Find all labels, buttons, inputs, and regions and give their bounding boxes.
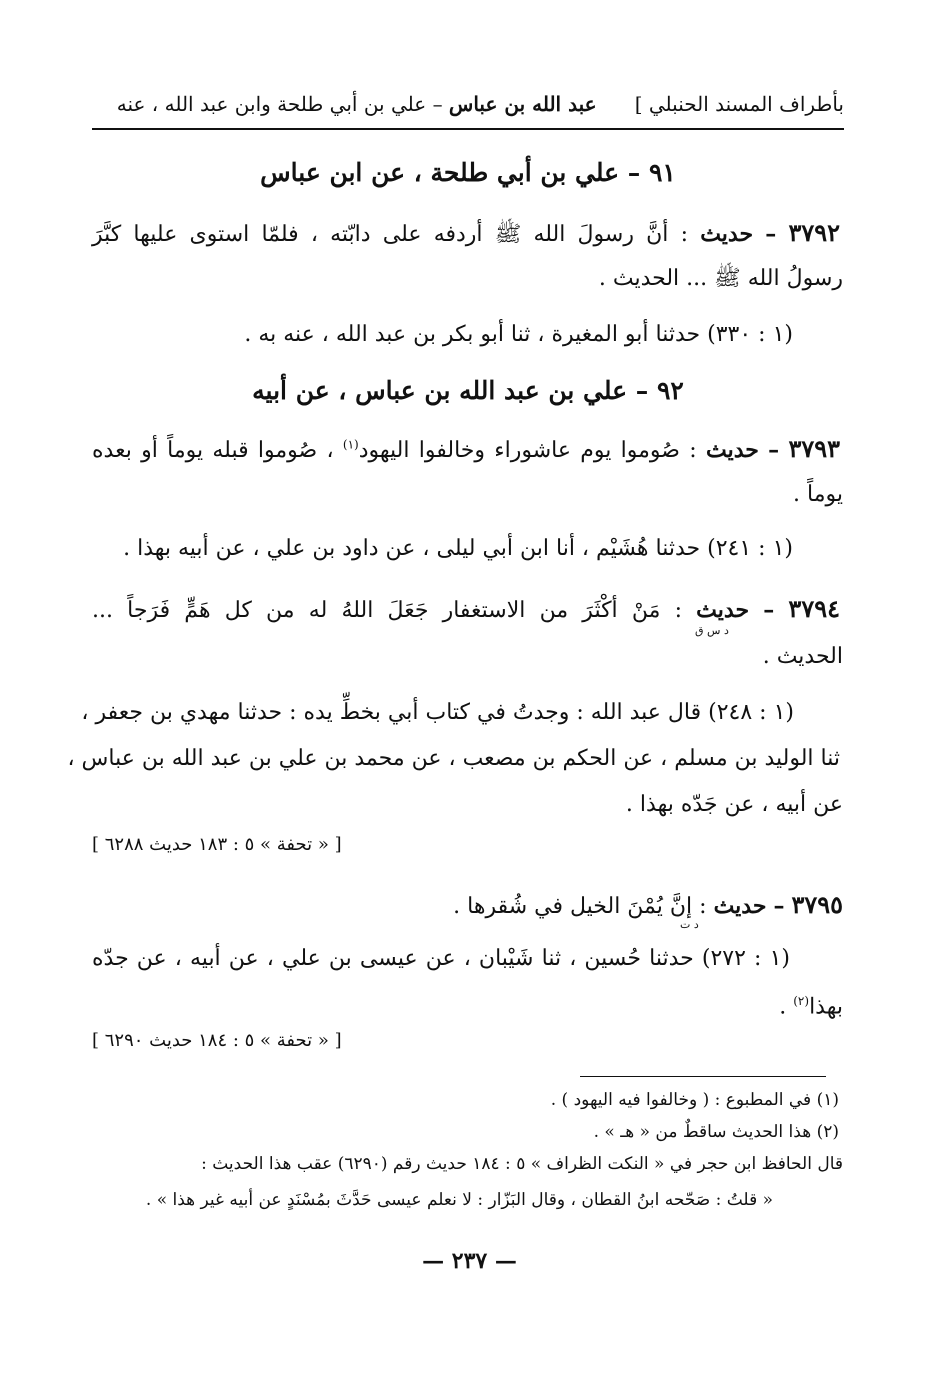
- hadith-3792-line2: رسولُ الله ﷺ ... الحديث .: [598, 266, 843, 291]
- hadith-3793-chain: (١ : ٢٤١) حدثنا هُشَيْم ، أنا ابن أبي ليلى ، عن داود بن علي ، عن أبيه بهذا .: [123, 536, 793, 561]
- hadith-3795-line1: [453, 890, 843, 919]
- header-rule: [92, 128, 844, 130]
- header-subject: علي بن أبي طلحة وابن عبد الله ، عنه: [116, 92, 427, 116]
- hadith-3793-line1: [92, 434, 840, 463]
- hadith-3792-chain: (١ : ٣٣٠) حدثنا أبو المغيرة ، ثنا أبو بكر بن عبد الله ، عنه به .: [244, 322, 793, 347]
- hadith-dash: –: [765, 221, 777, 247]
- hadith-keyword: حديث: [713, 893, 767, 919]
- footnote-1: (١) في المطبوع : ( وخالفوا فيه اليهود ) .: [550, 1090, 839, 1110]
- section-title-92: ٩٢ – علي بن عبد الله بن عباس ، عن أبيه: [252, 376, 684, 405]
- footnote-ref-1: (١): [342, 437, 359, 452]
- hadith-keyword: حديث: [696, 597, 750, 623]
- header-chapter: عبد الله بن عباس: [448, 92, 597, 116]
- chain-end: .: [779, 994, 787, 1020]
- hadith-text: : صُوموا يوم عاشوراء وخالفوا اليهود: [358, 438, 697, 463]
- hadith-text: : إنَّ يُمْنَ الخيل في شُقرها .: [453, 894, 707, 919]
- hadith-dash: –: [763, 597, 775, 623]
- hadith-3793-line2: يوماً .: [793, 482, 843, 507]
- page-number: — ٢٣٧ —: [422, 1248, 517, 1274]
- hadith-number: ٣٧٩٥: [791, 890, 843, 919]
- hadith-text-cont: ، صُوموا قبله يوماً أو بعده: [92, 438, 334, 463]
- hadith-number: ٣٧٩٤: [788, 594, 840, 623]
- hadith-keyword: حديث: [700, 221, 754, 247]
- footnote-3: قال الحافظ ابن حجر في « النكت الظراف » ٥ : ١٨٤ حديث رقم (٦٢٩٠) عقب هذا الحديث :: [201, 1154, 843, 1174]
- hadith-number: ٣٧٩٣: [788, 434, 841, 463]
- hadith-3795-sigla: د ت: [680, 918, 699, 931]
- hadith-number: ٣٧٩٢: [788, 218, 840, 247]
- hadith-3794-line1: [92, 594, 840, 623]
- chain-text: بهذا: [809, 994, 843, 1020]
- header-dash: –: [432, 92, 443, 116]
- hadith-3794-line2: الحديث .: [762, 644, 843, 669]
- hadith-dash: –: [768, 437, 780, 463]
- running-header: [92, 92, 844, 126]
- hadith-dash: –: [773, 893, 785, 919]
- hadith-3794-chain1: (١ : ٢٤٨) قال عبد الله : وجدتُ في كتاب أبي بخطِّ يده : حدثنا مهدي بن جعفر ،: [81, 700, 794, 725]
- section-title-91: ٩١ – علي بن أبي طلحة ، عن ابن عباس: [260, 158, 676, 187]
- header-right: [117, 92, 844, 116]
- footnote-2: (٢) هذا الحديث ساقطٌ من « هـ » .: [593, 1122, 839, 1142]
- hadith-3794-sigla: د س ق: [695, 624, 729, 637]
- hadith-3795-chain2: [779, 994, 843, 1019]
- hadith-3792-line1: [92, 218, 840, 252]
- header-book-title: بأطراف المسند الحنبلي ]: [634, 92, 844, 116]
- hadith-keyword: حديث: [705, 437, 759, 463]
- footnote-rule: [580, 1076, 826, 1077]
- hadith-text: : أنَّ رسولَ الله ﷺ أردفه على دابّته ، فلمّا استوى عليها كبَّرَ: [92, 222, 688, 247]
- hadith-3795-tuhfa: [ « تحفة » ٥ : ١٨٤ حديث ٦٢٩٠ ]: [92, 1030, 342, 1051]
- footnote-4: « قلتُ : صَحّحه ابنُ القطان ، وقال البَزّار : لا نعلم عيسى حَدَّثَ بمُسْنَدٍ عن أبيه غير هذا » .: [145, 1190, 773, 1210]
- hadith-3794-tuhfa: [ « تحفة » ٥ : ١٨٣ حديث ٦٢٨٨ ]: [92, 834, 342, 855]
- hadith-text: : مَنْ أكْثَرَ من الاستغفار جَعَلَ اللهُ له من كل هَمٍّ فَرَجاً ...: [92, 598, 682, 623]
- footnote-ref-2: (٢): [793, 994, 810, 1008]
- hadith-3794-chain2: ثنا الوليد بن مسلم ، عن الحكم بن مصعب ، عن محمد بن علي بن عبد الله بن عباس ،: [67, 746, 840, 771]
- hadith-3795-chain1: (١ : ٢٧٢) حدثنا حُسين ، ثنا شَيْبان ، عن عيسى بن علي ، عن أبيه ، عن جدّه: [92, 946, 790, 971]
- hadith-3794-chain3: عن أبيه ، عن جَدّه بهذا .: [625, 792, 843, 817]
